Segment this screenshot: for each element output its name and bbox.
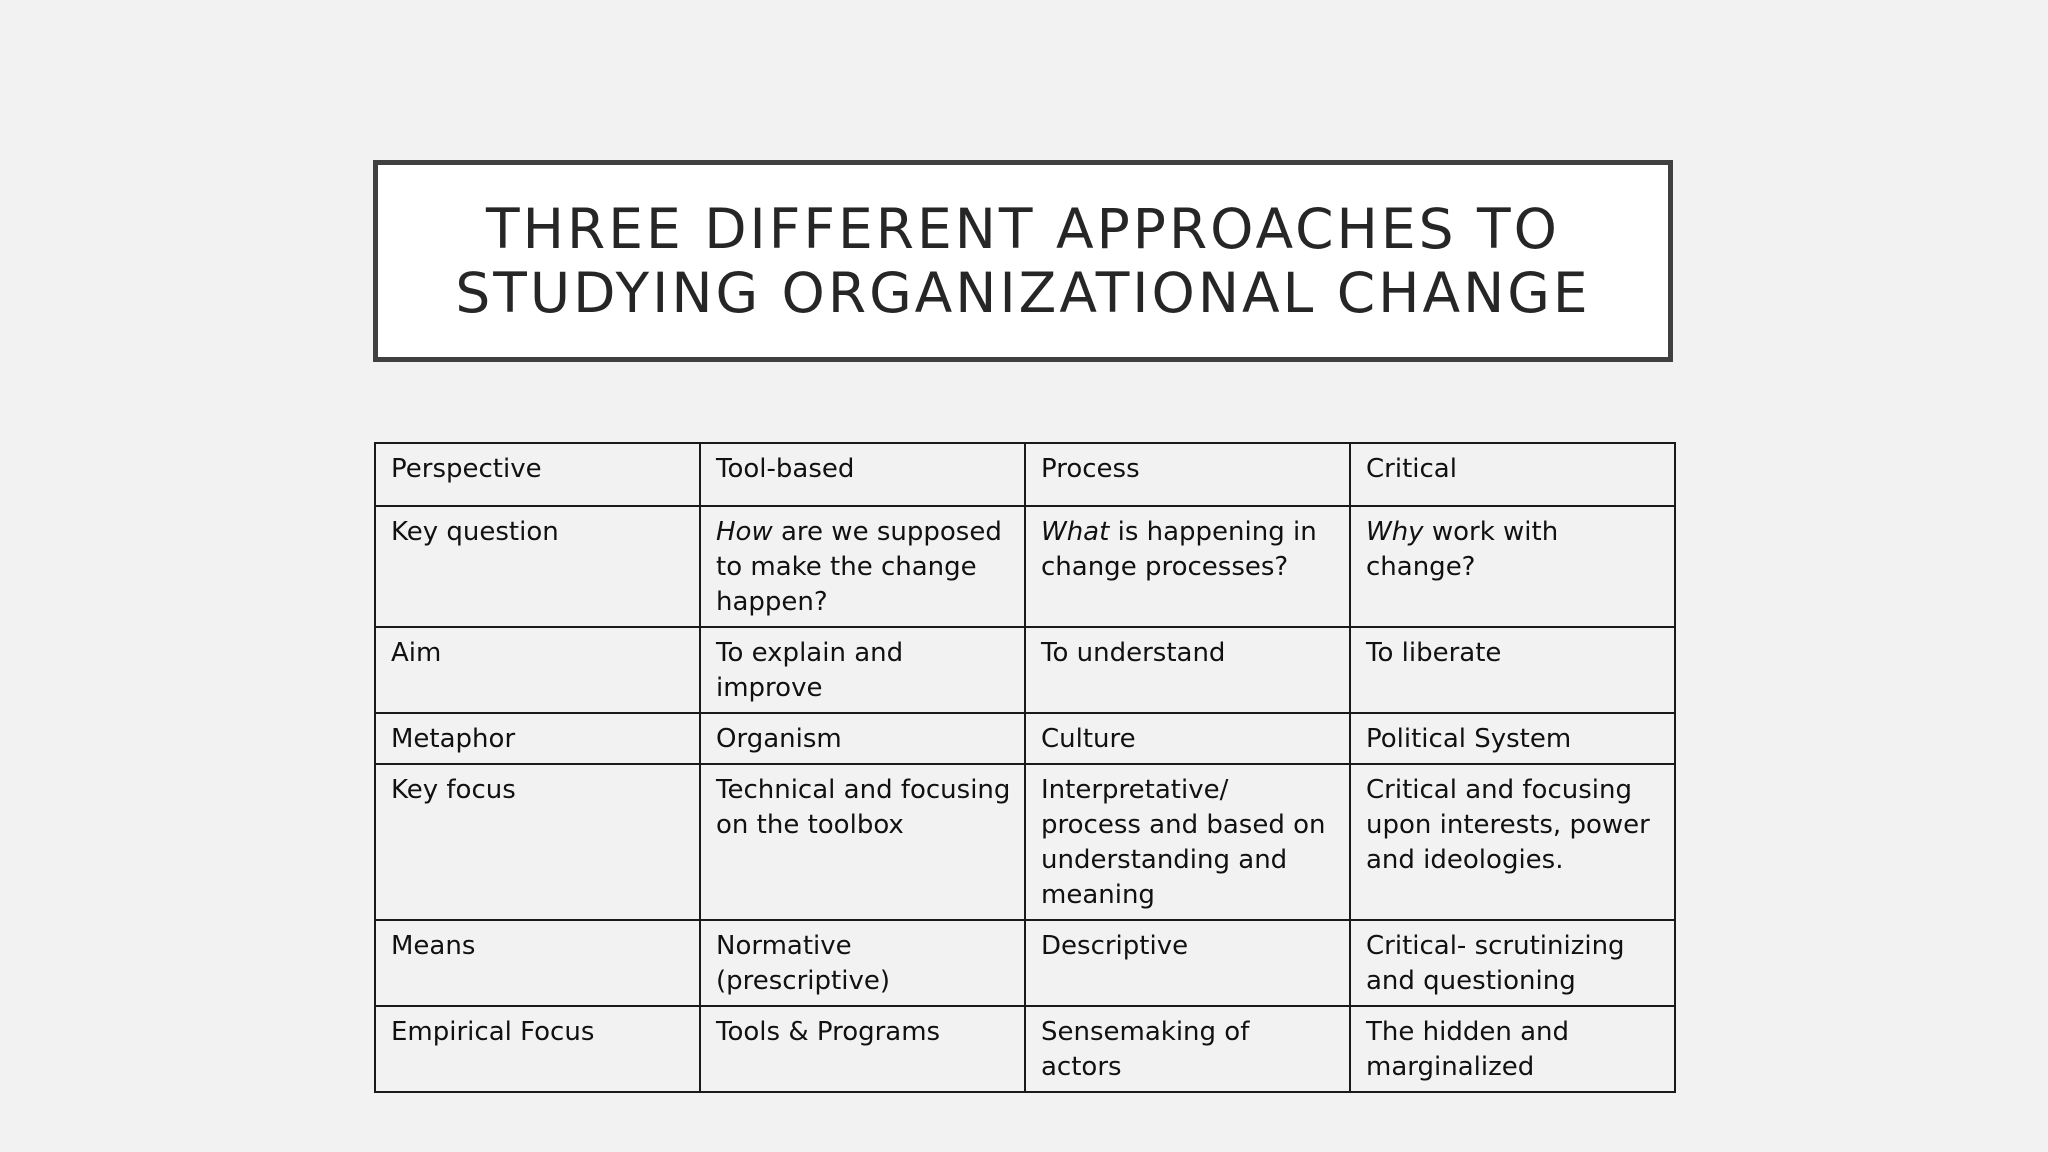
table-cell: [1025, 506, 1350, 627]
table-cell: Metaphor: [375, 713, 700, 764]
table-cell: To understand: [1025, 627, 1350, 713]
table-cell: Interpretative/ process and based on understanding and meaning: [1025, 764, 1350, 920]
table-cell: Political System: [1350, 713, 1675, 764]
table-cell: Descriptive: [1025, 920, 1350, 1006]
slide-title-box: [373, 160, 1673, 362]
table-row-key-focus: [375, 764, 1675, 920]
table-cell: Means: [375, 920, 700, 1006]
table-cell: Empirical Focus: [375, 1006, 700, 1092]
table-cell: Sensemaking of actors: [1025, 1006, 1350, 1092]
emphasis-text: Why: [1366, 517, 1424, 547]
table-cell: Process: [1025, 443, 1350, 506]
table-cell: Tool-based: [700, 443, 1025, 506]
table-cell: The hidden and marginalized: [1350, 1006, 1675, 1092]
table-cell: Perspective: [375, 443, 700, 506]
table-cell: To liberate: [1350, 627, 1675, 713]
table-row-means: [375, 920, 1675, 1006]
cell-text: work with change?: [1366, 517, 1559, 582]
table-cell: Aim: [375, 627, 700, 713]
slide-title-line-1: THREE DIFFERENT APPROACHES TO: [486, 197, 1560, 261]
table-cell: [700, 506, 1025, 627]
table-cell: Culture: [1025, 713, 1350, 764]
table-cell: Critical and focusing upon interests, power and ideologies.: [1350, 764, 1675, 920]
comparison-table-container: [374, 442, 1674, 1093]
table-cell: Key question: [375, 506, 700, 627]
table-row-aim: [375, 627, 1675, 713]
comparison-table: [374, 442, 1676, 1093]
cell-text: is happening in change processes?: [1041, 517, 1317, 582]
table-cell: [1350, 506, 1675, 627]
table-cell: Organism: [700, 713, 1025, 764]
cell-text: are we supposed to make the change happen?: [716, 517, 1002, 617]
emphasis-text: How: [716, 517, 773, 547]
table-cell: Tools & Programs: [700, 1006, 1025, 1092]
emphasis-text: What: [1041, 517, 1110, 547]
slide-title-line-2: STUDYING ORGANIZATIONAL CHANGE: [455, 261, 1591, 325]
slide-title: [455, 197, 1590, 325]
table-cell: Critical- scrutinizing and questioning: [1350, 920, 1675, 1006]
table-header-row: [375, 443, 1675, 506]
table-cell: Technical and focusing on the toolbox: [700, 764, 1025, 920]
table-cell: Normative (prescriptive): [700, 920, 1025, 1006]
table-row-metaphor: [375, 713, 1675, 764]
table-cell: Key focus: [375, 764, 700, 920]
table-row-key-question: [375, 506, 1675, 627]
table-cell: To explain and improve: [700, 627, 1025, 713]
table-cell: Critical: [1350, 443, 1675, 506]
table-row-empirical-focus: [375, 1006, 1675, 1092]
